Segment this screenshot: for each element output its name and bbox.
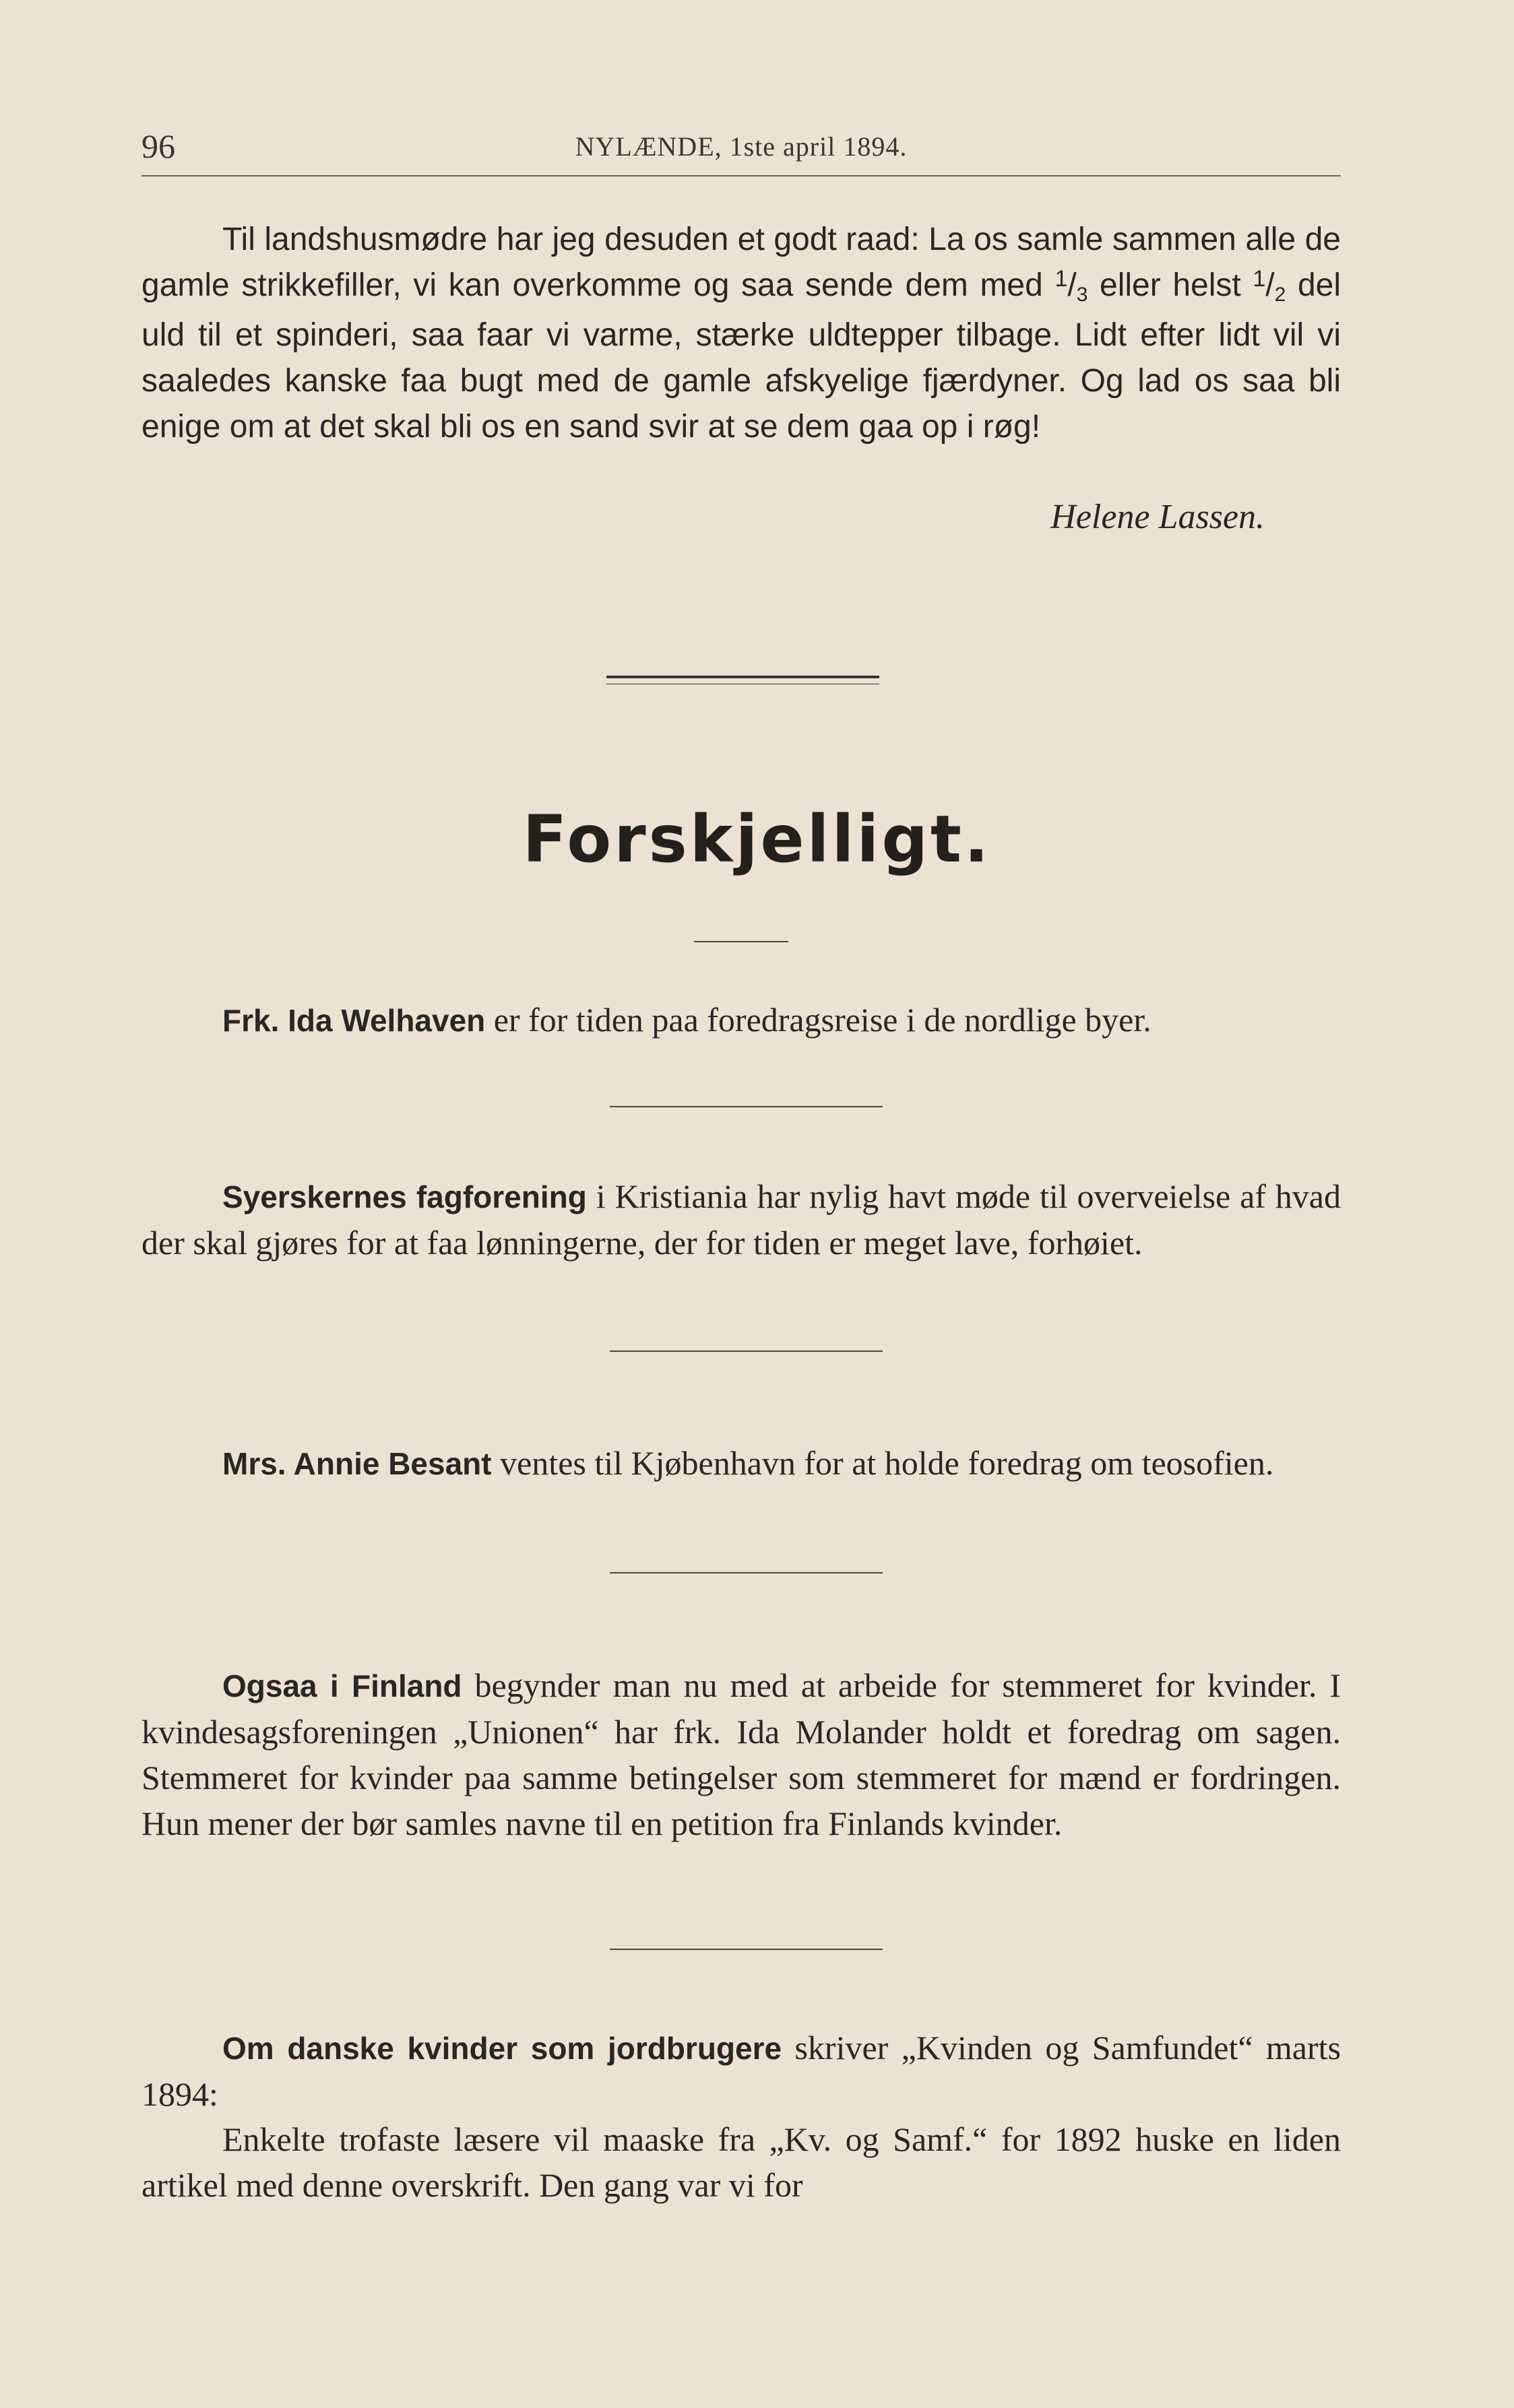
section-divider	[606, 676, 879, 684]
fraction-denominator: 2	[1274, 284, 1286, 306]
item-divider	[610, 1572, 883, 1573]
news-item	[141, 1662, 1341, 1846]
news-item-lead: Syerskernes fagforening	[222, 1179, 587, 1214]
news-item-text: i Kristiania har nylig havt møde til overveielse af hvad der skal gjøres for at faa lønningerne, der for tiden er meget lave, forhøiet.	[141, 1177, 1342, 1262]
news-item-lead: Frk. Ida Welhaven	[222, 1003, 486, 1038]
signature: Helene Lassen.	[1050, 498, 1265, 536]
fraction-numerator: 1	[1253, 266, 1266, 292]
item-divider	[610, 1949, 883, 1950]
news-item-lead: Om danske kvinder som jordbrugere	[222, 2031, 782, 2066]
section-title: Forskjelligt.	[522, 802, 992, 877]
news-item-text: skriver „Kvinden og Samfundet“ marts 1894:	[141, 2029, 1342, 2113]
item-divider	[610, 1106, 883, 1107]
news-item	[141, 2025, 1341, 2117]
news-item-lead: Mrs. Annie Besant	[222, 1446, 492, 1481]
news-item	[141, 1440, 1341, 1487]
news-item-text: ventes til Kjøbenhavn for at holde foredrag om teosofien.	[491, 1444, 1274, 1482]
running-head: NYLÆNDE, 1ste april 1894.	[575, 131, 908, 162]
page-number: 96	[141, 127, 175, 165]
letter-text-2: eller helst	[1087, 267, 1253, 303]
news-item-text: er for tiden paa foredragsreise i de nordlige byer.	[485, 1001, 1152, 1039]
news-item-lead: Ogsaa i Finland	[222, 1668, 462, 1703]
letter-text-3: del uld til et spinderi, saa faar vi varme, stærke uldtepper tilbage. Lidt efter lidt vil vi saaledes kanske faa bugt med de gamle afskyelige fjærdyner. Og lad os saa bli enige om at det skal bli os en sand svir at se dem gaa op i røg!	[141, 267, 1342, 445]
news-item-continuation: Enkelte trofaste læsere vil maaske fra „Kv. og Samf.“ for 1892 huske en liden artikel med denne overskrift. Den gang var vi for	[141, 2120, 1341, 2204]
page-header	[141, 121, 1341, 176]
fraction-numerator: 1	[1054, 266, 1068, 292]
letter-text-1: Til landshusmødre har jeg desuden et godt raad: La os samle sammen alle de gamle strikkefiller, vi kan overkomme og saa sende dem med	[141, 222, 1341, 303]
item-divider	[610, 1351, 883, 1352]
letter-paragraph: Til landshusmødre har jeg desuden et godt raad: La os samle sammen alle de gamle strikkefiller, vi kan overkomme og saa sende dem med $^1$/3 eller helst $^1$/2 del uld til et spinderi, saa faar vi varme, stærke uldtepper tilbage. Lidt efter lidt vil vi saaledes kanske faa bugt med de gamle afskyelige fjærdyner. Og lad os saa bli enige om at det skal bli os en sand svir at se dem gaa op i røg!	[141, 222, 1342, 445]
news-item	[141, 997, 1341, 1043]
title-underline	[694, 941, 788, 942]
news-item-text: begynder man nu med at arbeide for stemmeret for kvinder. I kvindesagsforeningen „Unionen“ har frk. Ida Molander holdt et foredrag om sagen. Stemmeret for kvinder paa samme betingelser som stemmeret for mænd er fordringen. Hun mener der bør samles navne til en petition fra Finlands kvinder.	[141, 1666, 1341, 1842]
fraction-denominator: 3	[1076, 284, 1088, 306]
news-item	[141, 1173, 1341, 1266]
